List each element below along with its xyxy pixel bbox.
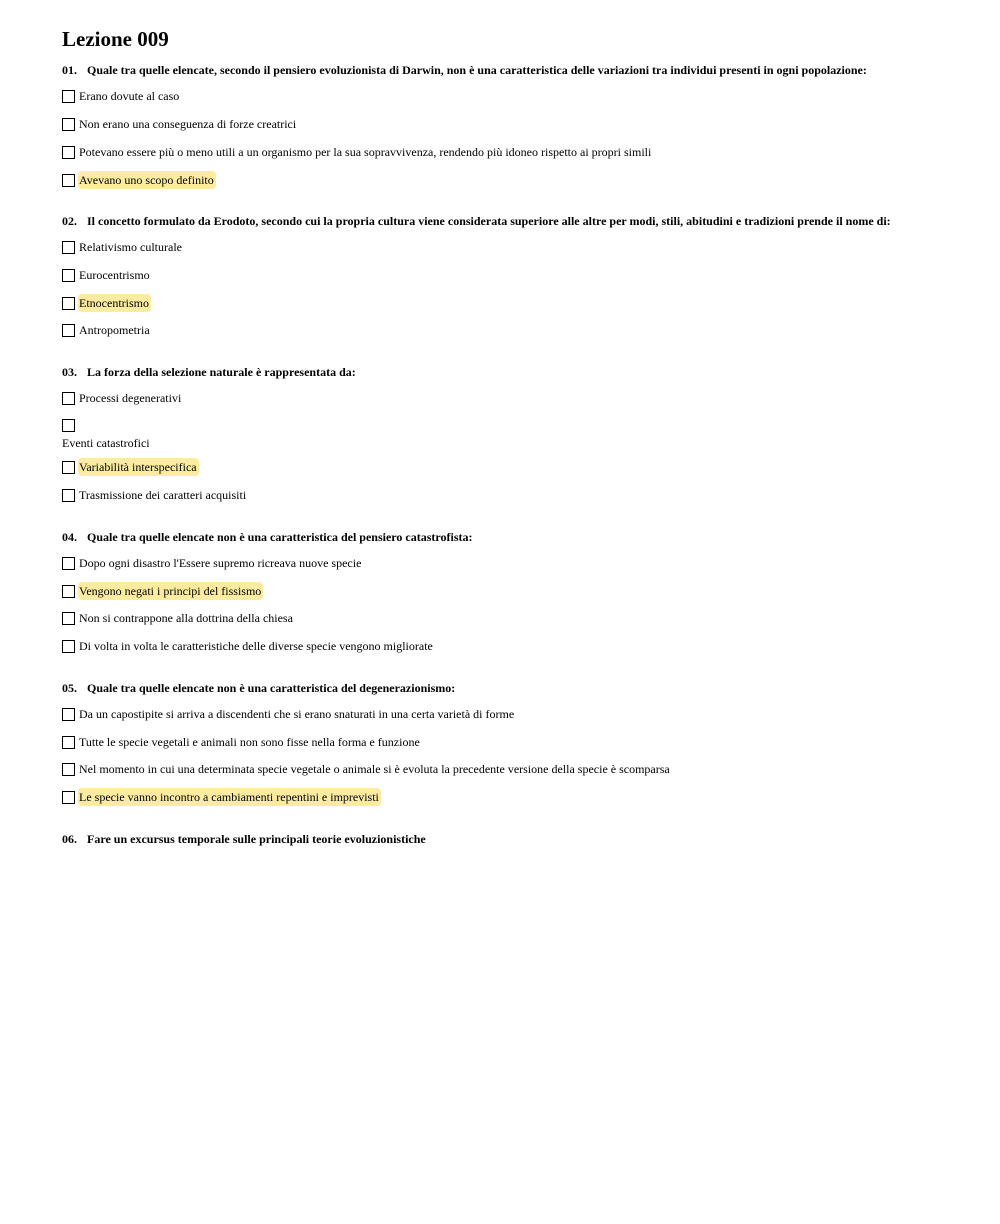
checkbox[interactable] (62, 241, 75, 254)
option-label: Di volta in volta le caratteristiche delle diverse specie vengono migliorate (79, 639, 433, 653)
question-01 (62, 62, 867, 78)
question-number: 05. (62, 681, 77, 695)
checkbox[interactable] (62, 708, 75, 721)
option-label-highlighted: Etnocentrismo (79, 296, 149, 310)
option-q1-c[interactable] (62, 143, 653, 161)
option-q1-d[interactable] (62, 171, 216, 189)
option-label: Eurocentrismo (79, 268, 150, 282)
question-03 (62, 364, 356, 380)
question-number: 04. (62, 530, 77, 544)
option-label: Processi degenerativi (79, 391, 182, 405)
option-label: Dopo ogni disastro l'Essere supremo ricreava nuove specie (79, 556, 362, 570)
option-q4-b[interactable] (62, 582, 263, 600)
option-q2-d[interactable] (62, 321, 152, 339)
option-q5-b[interactable] (62, 733, 422, 751)
checkbox[interactable] (62, 763, 75, 776)
option-label: Potevano essere più o meno utili a un organismo per la sua sopravvivenza, rendendo più idoneo rispetto ai propri simili (79, 145, 652, 159)
option-q4-c[interactable] (62, 609, 295, 627)
question-text: Quale tra quelle elencate, secondo il pensiero evoluzionista di Darwin, non è una caratteristica delle variazioni tra individui presenti in ogni popolazione: (87, 63, 867, 77)
checkbox[interactable] (62, 174, 75, 187)
question-number: 03. (62, 365, 77, 379)
checkbox[interactable] (62, 269, 75, 282)
option-q4-d[interactable] (62, 637, 435, 655)
question-06 (62, 831, 426, 847)
checkbox[interactable] (62, 392, 75, 405)
page-title: Lezione 009 (62, 27, 169, 51)
option-label: Trasmissione dei caratteri acquisiti (79, 488, 247, 502)
option-label: Non erano una conseguenza di forze creatrici (79, 117, 297, 131)
option-label: Erano dovute al caso (79, 89, 180, 103)
option-label-highlighted: Le specie vanno incontro a cambiamenti repentini e imprevisti (79, 790, 379, 804)
option-label-highlighted: Variabilità interspecifica (79, 460, 197, 474)
option-label: Tutte le specie vegetali e animali non sono fisse nella forma e funzione (79, 735, 420, 749)
option-q1-a[interactable] (62, 87, 181, 105)
checkbox[interactable] (62, 489, 75, 502)
option-q3-d[interactable] (62, 486, 248, 504)
question-number: 06. (62, 832, 77, 846)
checkbox[interactable] (62, 90, 75, 103)
checkbox[interactable] (62, 324, 75, 337)
option-label: Relativismo culturale (79, 240, 182, 254)
option-q4-a[interactable] (62, 554, 363, 572)
question-text: Fare un excursus temporale sulle principali teorie evoluzionistiche (87, 832, 426, 846)
checkbox[interactable] (62, 461, 75, 474)
checkbox[interactable] (62, 736, 75, 749)
checkbox[interactable] (62, 419, 75, 432)
checkbox[interactable] (62, 585, 75, 598)
question-text: Quale tra quelle elencate non è una caratteristica del pensiero catastrofista: (87, 530, 473, 544)
question-text: La forza della selezione naturale è rappresentata da: (87, 365, 356, 379)
checkbox[interactable] (62, 640, 75, 653)
option-label: Nel momento in cui una determinata specie vegetale o animale si è evoluta la precedente versione della specie è scomparsa (79, 762, 670, 776)
question-number: 01. (62, 63, 77, 77)
option-q5-c[interactable] (62, 760, 672, 778)
question-text: Quale tra quelle elencate non è una caratteristica del degenerazionismo: (87, 681, 456, 695)
option-label: Eventi catastrofici (62, 436, 150, 450)
option-q2-b[interactable] (62, 266, 152, 284)
checkbox[interactable] (62, 791, 75, 804)
option-label: Non si contrappone alla dottrina della chiesa (79, 611, 293, 625)
question-text: Il concetto formulato da Erodoto, secondo cui la propria cultura viene considerata superiore alle altre per modi, stili, abitudini e tradizioni prende il nome di: (87, 214, 891, 228)
option-q5-a[interactable] (62, 705, 516, 723)
checkbox[interactable] (62, 146, 75, 159)
option-q1-b[interactable] (62, 115, 298, 133)
option-label: Antropometria (79, 323, 150, 337)
option-q2-a[interactable] (62, 238, 184, 256)
checkbox[interactable] (62, 297, 75, 310)
checkbox[interactable] (62, 118, 75, 131)
checkbox[interactable] (62, 557, 75, 570)
option-label-highlighted: Vengono negati i principi del fissismo (79, 584, 262, 598)
question-02 (62, 213, 891, 229)
option-q5-d[interactable] (62, 788, 381, 806)
option-label: Da un capostipite si arriva a discendenti che si erano snaturati in una certa varietà di forme (79, 707, 515, 721)
option-label-highlighted: Avevano uno scopo definito (79, 173, 214, 187)
option-q3-c[interactable] (62, 458, 199, 476)
checkbox[interactable] (62, 612, 75, 625)
question-05 (62, 680, 455, 696)
question-04 (62, 529, 472, 545)
question-number: 02. (62, 214, 77, 228)
option-q2-c[interactable] (62, 294, 151, 312)
option-q3-a[interactable] (62, 389, 183, 407)
